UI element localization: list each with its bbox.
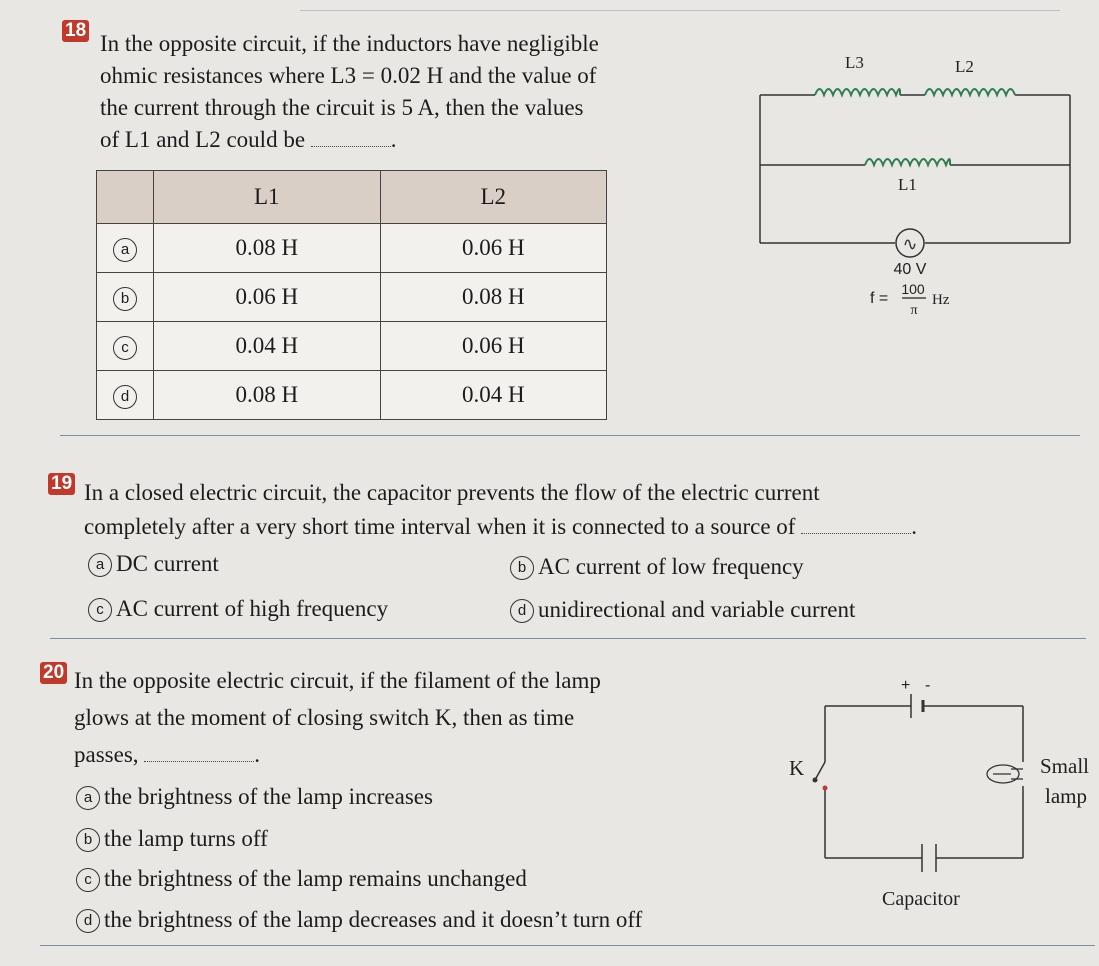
option-b-marker[interactable]: b (113, 287, 137, 311)
table-header-blank (97, 171, 154, 224)
q19-choice-c[interactable] (88, 594, 388, 624)
q19-choice-d[interactable] (510, 595, 855, 625)
table-header-l2: L2 (380, 171, 607, 224)
inductor-l1-coil (865, 159, 950, 165)
q19-end: . (911, 514, 917, 539)
separator-19-20 (50, 638, 1086, 639)
q20-choice-b[interactable] (76, 824, 268, 854)
q19-line-2-text: completely after a very short time interval when it is connected to a source of (84, 514, 796, 539)
label-l3: L3 (845, 53, 864, 72)
q20-line-3 (74, 738, 260, 771)
q19-line-2 (84, 510, 917, 543)
choice-d-marker[interactable]: d (510, 599, 534, 623)
option-a-marker[interactable]: a (113, 238, 137, 262)
choice-d-marker[interactable]: d (76, 909, 100, 933)
option-d-l2: 0.04 H (380, 371, 607, 420)
freq-denominator: π (910, 303, 918, 318)
option-d-l1: 0.08 H (154, 371, 381, 420)
q18-options-table (96, 170, 607, 420)
q18-line-4-text: of L1 and L2 could be (100, 127, 306, 152)
q18-line-4 (100, 123, 397, 156)
table-row[interactable] (97, 273, 607, 322)
q20-end: . (254, 742, 261, 767)
separator-18-19 (60, 435, 1080, 436)
option-a-l1: 0.08 H (154, 224, 381, 273)
q19-choice-b[interactable] (510, 552, 804, 582)
choice-text: DC current (116, 551, 219, 576)
option-b-l1: 0.06 H (154, 273, 381, 322)
choice-b-marker[interactable]: b (510, 556, 534, 580)
q20-line-1: In the opposite electric circuit, if the filament of the lamp (74, 668, 601, 693)
table-row[interactable] (97, 224, 607, 273)
table-row[interactable] (97, 371, 607, 420)
q20-choice-c[interactable] (76, 864, 527, 894)
table-header-l1: L1 (154, 171, 381, 224)
choice-c-marker[interactable]: c (76, 868, 100, 892)
battery-minus: - (925, 677, 931, 694)
q18-end: . (390, 127, 397, 152)
option-a-l2: 0.06 H (380, 224, 607, 273)
q18-line-2: ohmic resistances where L3 = 0.02 H and the value of (100, 63, 597, 88)
answer-blank (311, 130, 391, 147)
table-row[interactable] (97, 322, 607, 371)
ac-source-icon: ∿ (902, 234, 918, 255)
bottom-rule (40, 945, 1095, 946)
answer-blank (144, 745, 254, 762)
inductor-l3-coil (815, 89, 900, 95)
q20-choice-a[interactable] (76, 782, 433, 812)
choice-text: AC current of high frequency (116, 596, 389, 621)
choice-a-marker[interactable]: a (76, 786, 100, 810)
option-c-l2: 0.06 H (380, 322, 607, 371)
inductor-l2-coil (925, 89, 1015, 95)
option-d-marker[interactable]: d (113, 385, 137, 409)
table-header-row (97, 171, 607, 224)
freq-numerator: 100 (901, 281, 925, 297)
option-c-marker[interactable]: c (113, 336, 137, 360)
q20-line-2: glows at the moment of closing switch K, then as time (74, 705, 575, 730)
q18-line-1: In the opposite circuit, if the inductors have negligible (100, 31, 599, 56)
question-number-20: 20 (40, 662, 67, 684)
battery-plus: + (901, 677, 911, 694)
top-rule (300, 10, 1060, 11)
freq-unit: Hz (932, 292, 950, 308)
choice-text: unidirectional and variable current (538, 597, 856, 622)
label-l2: L2 (955, 57, 974, 76)
q18-circuit-diagram (750, 40, 1080, 340)
choice-text: the brightness of the lamp remains unchanged (104, 866, 527, 891)
answer-blank (801, 517, 911, 534)
q20-choice-d[interactable] (76, 905, 642, 935)
switch-pivot (813, 778, 818, 783)
q19-choice-a[interactable] (88, 549, 219, 579)
capacitor-label: Capacitor (882, 888, 960, 910)
choice-text: the brightness of the lamp increases (104, 784, 433, 809)
lamp-label-2: lamp (1045, 784, 1087, 808)
switch-label: K (789, 756, 805, 780)
choice-text: the lamp turns off (104, 826, 268, 851)
option-c-l1: 0.04 H (154, 322, 381, 371)
question-number-19: 19 (48, 473, 75, 495)
lamp-icon (987, 765, 1023, 783)
choice-text: the brightness of the lamp decreases and it doesn’t turn off (104, 907, 643, 932)
question-number-18: 18 (62, 20, 89, 42)
choice-c-marker[interactable]: c (88, 598, 112, 622)
source-voltage: 40 V (893, 261, 927, 278)
freq-prefix: f = (870, 290, 889, 307)
switch-contact (823, 786, 828, 791)
choice-a-marker[interactable]: a (88, 553, 112, 577)
option-b-l2: 0.08 H (380, 273, 607, 322)
q18-line-3: the current through the circuit is 5 A, then the values (100, 95, 584, 120)
q20-line-3-text: passes, (74, 742, 139, 767)
choice-b-marker[interactable]: b (76, 828, 100, 852)
choice-text: AC current of low frequency (538, 554, 804, 579)
lamp-label-1: Small (1040, 754, 1090, 778)
label-l1: L1 (898, 175, 917, 194)
q19-line-1: In a closed electric circuit, the capacitor prevents the flow of the electric current (84, 480, 820, 505)
